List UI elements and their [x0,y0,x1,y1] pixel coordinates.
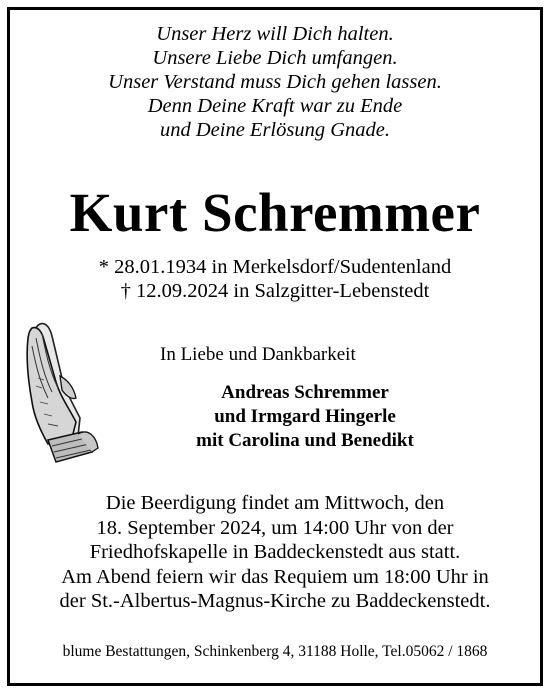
poem-line: Unser Herz will Dich halten. [156,23,394,45]
mourner-line: mit Carolina und Benedikt [196,430,414,451]
deceased-name: Kurt Schremmer [69,182,481,243]
mourner-line: Andreas Schremmer [221,382,389,403]
poem-line: Denn Deine Kraft war zu Ende [147,95,403,117]
birth-date: * 28.01.1934 in Merkelsdorf/Sudentenland [98,256,452,278]
gratitude-line: In Liebe und Dankbarkeit [160,344,356,365]
poem-line: Unsere Liebe Dich umfangen. [152,47,398,69]
praying-hands-icon [22,318,102,466]
life-dates [0,255,550,303]
funeral-line: Am Abend feiern wir das Requiem um 18:00 Uhr in [61,565,489,588]
mourner-line: und Irmgard Hingerle [214,406,396,427]
death-date: † 12.09.2024 in Salzgitter-Lebenstedt [120,280,430,302]
funeral-line: Die Beerdigung findet am Mittwoch, den [105,492,445,514]
poem-line: und Deine Erlösung Gnade. [159,119,391,141]
funeral-home-footer: blume Bestattungen, Schinkenberg 4, 31188 Holle, Tel.05062 / 1868 [62,643,488,660]
poem [0,22,550,142]
mourners-list [140,381,470,453]
funeral-line: der St.-Albertus-Magnus-Kirche zu Baddeckenstedt. [59,590,491,612]
poem-line: Unser Verstand muss Dich gehen lassen. [108,71,442,93]
funeral-line: Friedhofskapelle in Baddeckenstedt aus statt. [89,541,461,563]
funeral-notice [0,491,550,614]
funeral-line: 18. September 2024, um 14:00 Uhr von der [96,516,454,539]
